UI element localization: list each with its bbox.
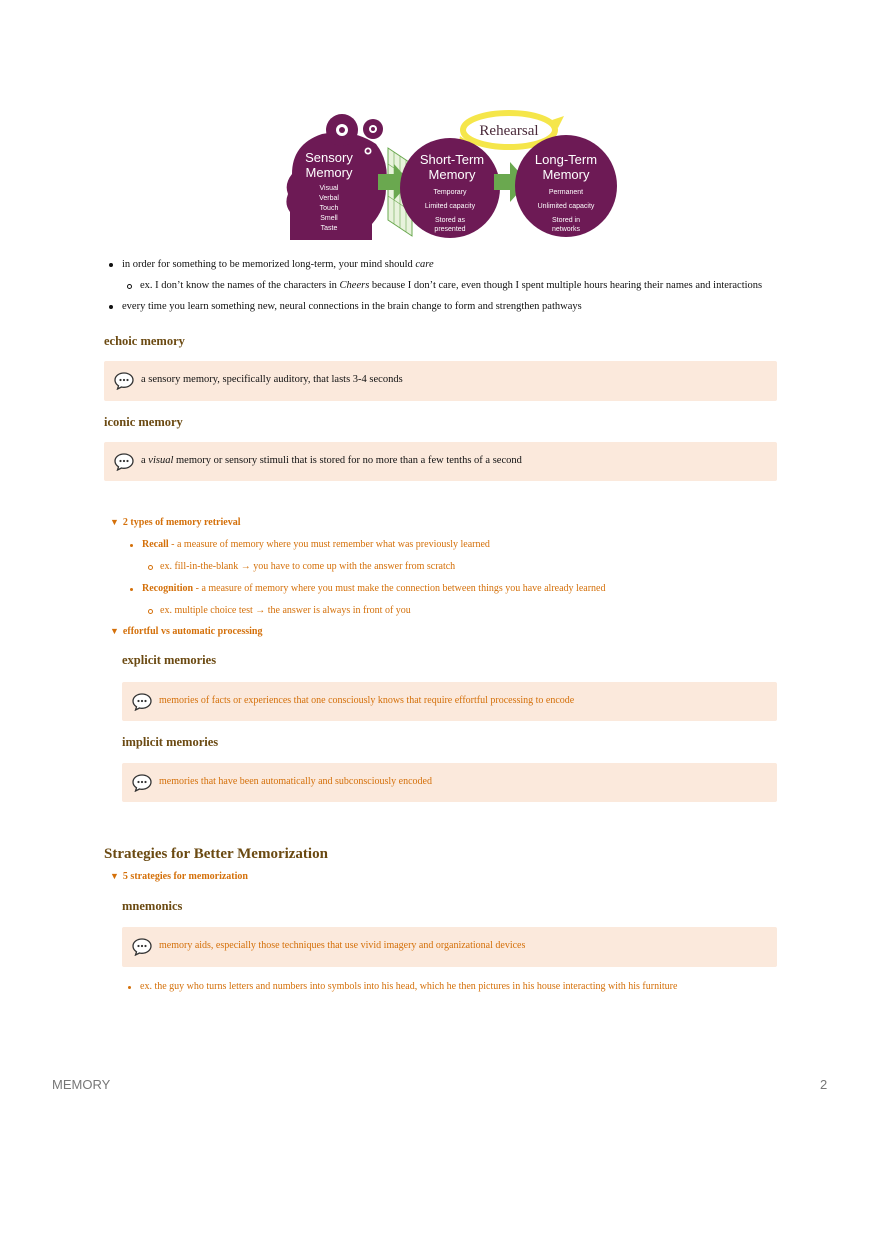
sensory-memory-head bbox=[286, 114, 386, 240]
speech-bubble-icon bbox=[114, 453, 134, 471]
list-item bbox=[104, 300, 784, 314]
speech-bubble-icon bbox=[132, 938, 152, 956]
callout-text-part: a bbox=[141, 455, 149, 466]
echoic-heading: echoic memory bbox=[104, 334, 185, 348]
section-heading: Strategies for Better Memorization bbox=[104, 846, 328, 862]
mnemonics-list bbox=[128, 980, 788, 994]
list-item bbox=[128, 980, 788, 994]
echoic-callout bbox=[104, 361, 777, 401]
toggle-effortful-processing[interactable] bbox=[110, 626, 262, 637]
retrieval-list bbox=[130, 538, 790, 618]
mnemonics-heading: mnemonics bbox=[122, 899, 183, 913]
memory-model-diagram bbox=[282, 104, 618, 244]
ltm-title-2: Memory bbox=[542, 167, 590, 182]
example-text: ex. fill-in-the-blank → you have to come up with the answer from scratch bbox=[160, 561, 456, 572]
ltm-item: Stored in bbox=[551, 217, 581, 224]
page-number: 2 bbox=[820, 1077, 828, 1092]
bullet-text: in order for something to be memorized long-term, your mind should bbox=[122, 259, 416, 270]
stm-item: Temporary bbox=[433, 189, 467, 196]
sensory-item: Smell bbox=[320, 215, 338, 222]
speech-bubble-icon bbox=[132, 693, 152, 711]
stm-title-1: Short-Term bbox=[419, 152, 485, 167]
toggle-label: effortful vs automatic processing bbox=[122, 626, 263, 637]
callout-text: memories of facts or experiences that one consciously knows that require effortful processing to encode bbox=[159, 695, 575, 706]
stm-item: presented bbox=[434, 226, 466, 233]
sensory-item: Taste bbox=[320, 225, 338, 232]
sensory-title-2: Memory bbox=[305, 165, 353, 180]
callout-text: memories that have been automatically and subconsciously encoded bbox=[159, 776, 432, 787]
footer-title: MEMORY bbox=[52, 1077, 111, 1092]
bullet-text: ex. I don’t know the names of the characters in bbox=[140, 280, 340, 291]
sensory-item: Touch bbox=[319, 205, 339, 212]
stm-item: Stored as bbox=[435, 217, 465, 224]
list-item bbox=[130, 582, 790, 596]
callout-text: a sensory memory, specifically auditory, that lasts 3-4 seconds bbox=[141, 374, 403, 385]
triangle-down-icon: ▼ bbox=[110, 626, 119, 636]
bullet-emphasis: Cheers bbox=[339, 280, 370, 291]
stm-title-2: Memory bbox=[428, 167, 476, 182]
list-item bbox=[122, 279, 784, 293]
toggle-label: 2 types of memory retrieval bbox=[122, 517, 241, 528]
triangle-down-icon: ▼ bbox=[110, 871, 119, 881]
iconic-heading: iconic memory bbox=[104, 415, 183, 429]
sensory-item: Visual bbox=[319, 185, 339, 192]
bullet-emphasis: care bbox=[415, 259, 434, 270]
speech-bubble-icon bbox=[114, 372, 134, 390]
speech-bubble-icon bbox=[132, 774, 152, 792]
callout-emphasis: visual bbox=[148, 455, 174, 466]
bullet-text: because I don’t care, even though I spent multiple hours hearing their names and interactions bbox=[369, 280, 763, 291]
callout-text-part: memory or sensory stimuli that is stored for no more than a few tenths of a second bbox=[173, 455, 522, 466]
ltm-title-1: Long-Term bbox=[534, 152, 598, 167]
list-item bbox=[130, 538, 790, 552]
sensory-title-1: Sensory bbox=[305, 150, 353, 165]
ltm-item: Unlimited capacity bbox=[537, 203, 595, 210]
sensory-item: Verbal bbox=[319, 195, 339, 202]
ltm-item: Permanent bbox=[548, 189, 584, 196]
mnemonics-callout bbox=[122, 927, 777, 967]
short-term-memory-circle bbox=[400, 138, 500, 238]
callout-text: memory aids, especially those techniques that use vivid imagery and organizational devices bbox=[159, 940, 526, 951]
rehearsal-label: Rehearsal bbox=[479, 123, 539, 139]
term-definition: - a measure of memory where you must remember what was previously learned bbox=[168, 539, 490, 550]
term-label: Recognition bbox=[142, 583, 194, 594]
callout-text bbox=[141, 454, 522, 468]
list-item bbox=[148, 604, 790, 618]
bullet-list bbox=[104, 258, 784, 321]
stm-item: Limited capacity bbox=[424, 203, 476, 210]
bullet-text: every time you learn something new, neural connections in the brain change to form and strengthen pathways bbox=[122, 301, 582, 312]
list-item bbox=[148, 560, 790, 574]
example-text: ex. multiple choice test → the answer is always in front of you bbox=[160, 605, 411, 616]
explicit-heading: explicit memories bbox=[122, 653, 217, 667]
toggle-memory-retrieval[interactable] bbox=[110, 517, 240, 528]
example-text: ex. the guy who turns letters and numbers into symbols into his head, which he then pictures in his house interacting with his furniture bbox=[140, 981, 678, 992]
implicit-callout bbox=[122, 763, 777, 802]
explicit-callout bbox=[122, 682, 777, 721]
term-label: Recall bbox=[142, 539, 169, 550]
triangle-down-icon: ▼ bbox=[110, 517, 119, 527]
list-item bbox=[104, 258, 784, 272]
ltm-item: networks bbox=[551, 226, 581, 233]
long-term-memory-circle bbox=[515, 135, 617, 237]
iconic-callout bbox=[104, 442, 777, 481]
implicit-heading: implicit memories bbox=[122, 735, 219, 749]
toggle-strategies[interactable] bbox=[110, 871, 248, 882]
term-definition: - a measure of memory where you must make the connection between things you have already learned bbox=[193, 583, 606, 594]
toggle-label: 5 strategies for memorization bbox=[122, 871, 248, 882]
